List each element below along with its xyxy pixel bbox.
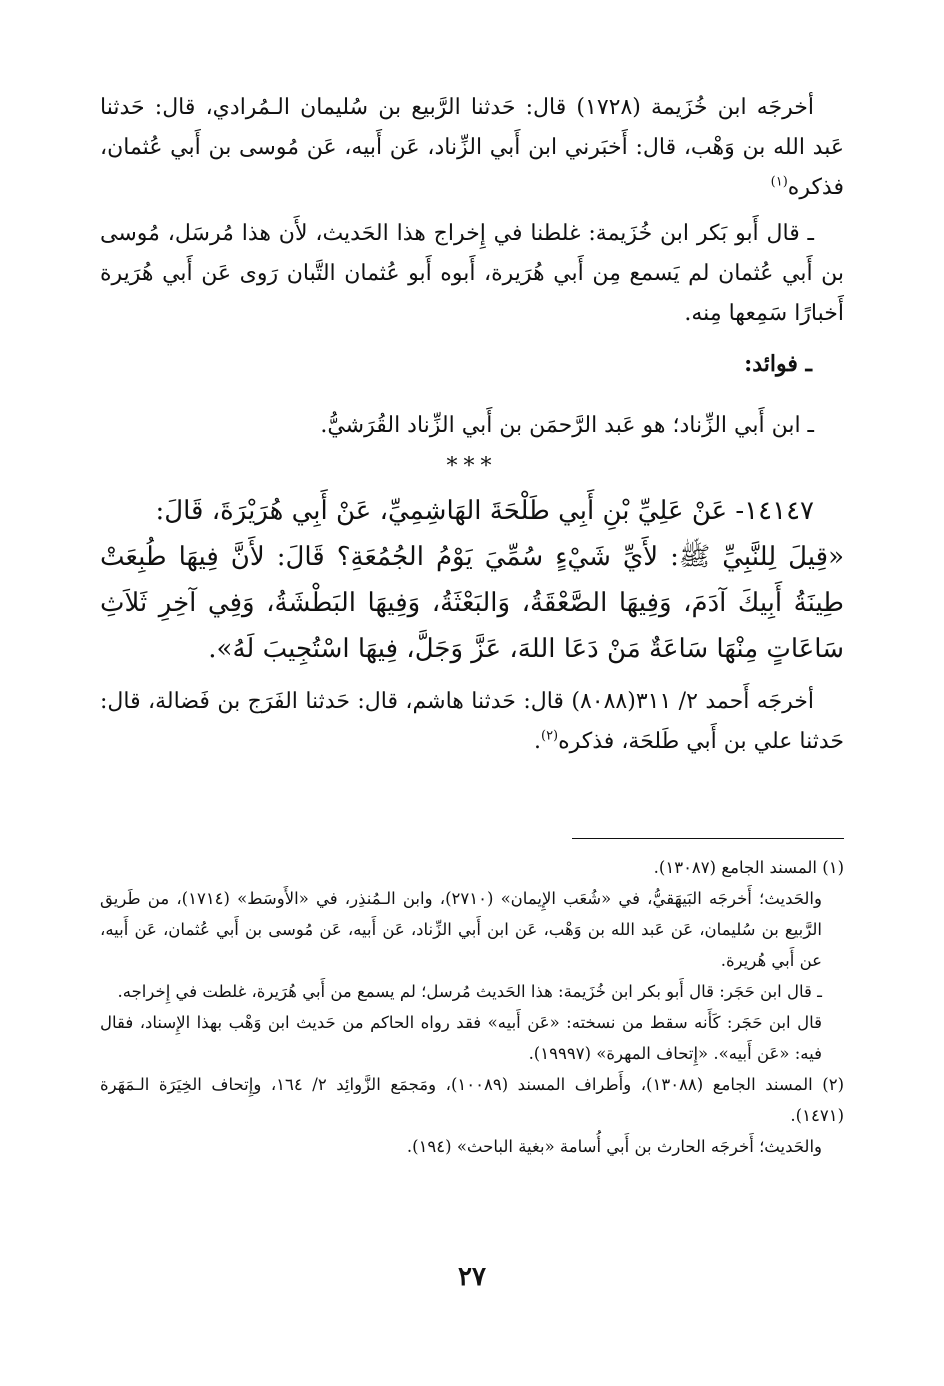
footnote-1: (١) المسند الجامع (١٣٠٨٧).	[653, 858, 844, 877]
spacer	[100, 672, 844, 682]
paragraph-text: أخرجَه ابن خُزَيمة (١٧٢٨) قال: حَدثنا الرَّبيع بن سُليمان الـمُرادي، قال: حَدثنا عَبد الله بن وَهْب، قال: أَخبَرني ابن أَبي الزِّناد، عَن أَبيه، عَن مُوسى بن أَبي عُثمان، فذكره	[100, 95, 844, 200]
separator-stars: ***	[446, 454, 498, 479]
footnote-marker-2[interactable]: (٢)	[540, 728, 559, 744]
paragraph-comment: ـ قال أَبو بَكر ابن خُزَيمة: غلطنا في إِخراج هذا الحَديث، لأَن هذا مُرسَل، مُوسى بن أَبي عُثمان لم يَسمع مِن أَبي هُرَيرة، أَبوه أَبو عُثمان التَّبان رَوى عَن أَبي هُرَيرة أَخبارًا سَمِعها مِنه.	[100, 221, 844, 326]
footnote-2: (٢) المسند الجامع (١٣٠٨٨)، وأَطراف المسند (١٠٠٨٩)، ومَجمَع الزَّوائِد ٢/ ١٦٤، وإِتحاف الخِيَرَة الـمَهَرة (١٤٧١).	[100, 1075, 844, 1125]
footnote-1-text-b: ـ قال ابن حَجَر: قال أَبو بكر ابن خُزَيمة: هذا الحَديث مُرسل؛ لم يسمع من أَبي هُرَيرة، غلطت في إِخراجه.	[117, 982, 822, 1001]
footnote-divider	[572, 838, 844, 839]
page-number: ٢٧	[458, 1262, 486, 1292]
footnotes	[100, 852, 844, 1162]
main-text	[100, 88, 844, 762]
section-heading-fawaid: ـ فوائد:	[744, 351, 812, 377]
footnote-1-text-c: قال ابن حَجَر: كَأَنه سقط من نسخته: «عَن أَبيه» فقد رواه الحاكم من حَديث ابن وَهْب بهذا الإِسناد، فقال فيه: «عَن أَبيه». «إِتحاف المهرة» (١٩٩٩٧).	[100, 1013, 822, 1063]
hadith-heading: ١٤١٤٧- عَنْ عَلِيِّ بْنِ أَبِي طَلْحَةَ الهَاشِمِيِّ، عَنْ أَبِي هُرَيْرَةَ، قَالَ:	[155, 496, 814, 526]
paragraph-takhrij-2	[100, 682, 844, 762]
paragraph-text: أخرجَه أَحمد ٢/ ٣١١(٨٠٨٨) قال: حَدثنا هاشم، قال: حَدثنا الفَرَج بن فَضالة، قال: حَدثنا علي بن أَبي طَلحَة، فذكره	[100, 689, 844, 754]
paragraph-fawaid: ـ ابن أَبي الزِّناد؛ هو عَبد الرَّحمَن بن أَبي الزِّناد القُرَشيُّ.	[320, 413, 814, 438]
paragraph-end: .	[533, 729, 541, 754]
hadith-text: «قِيلَ لِلنَّبِيِّ ﷺ: لأَيِّ شَيْءٍ سُمِّيَ يَوْمُ الجُمُعَةِ؟ قَالَ: لأَنَّ فِيهَا طُبِعَتْ طِينَةُ أَبِيكَ آدَمَ، وَفِيهَا الصَّعْقَةُ، وَالبَعْثَةُ، وَفِيهَا البَطْشَةُ، وَفِي آخِرِ ثَلاَثِ سَاعَاتٍ مِنْهَا سَاعَةٌ مَنْ دَعَا اللهَ، عَزَّ وَجَلَّ، فِيهَا اسْتُجِيبَ لَهُ».	[100, 542, 844, 664]
footnote-2-text-a: والحَديث؛ أَخرجَه الحارث بن أَبي أُسامة «بغية الباحث» (١٩٤).	[406, 1137, 822, 1156]
footnote-marker-1[interactable]: (١)	[770, 174, 788, 190]
footnote-1-text-a: والحَديث؛ أَخرجَه البَيهَقيُّ، في «شُعَب الإِيمان» (٢٧١٠)، وابن الـمُنذِر، في «الأَوسَط» (١٧١٤)، من طَريق الرَّبيع بن سُليمان، عَن عَبد الله بن وَهْب، عَن ابن أَبي الزِّناد، عَن أَبيه، عَن مُوسى بن أَبي عُثمان، عَن أَبيه، عن أَبي هُريرة.	[100, 889, 822, 970]
paragraph-takhrij-1	[100, 88, 844, 208]
